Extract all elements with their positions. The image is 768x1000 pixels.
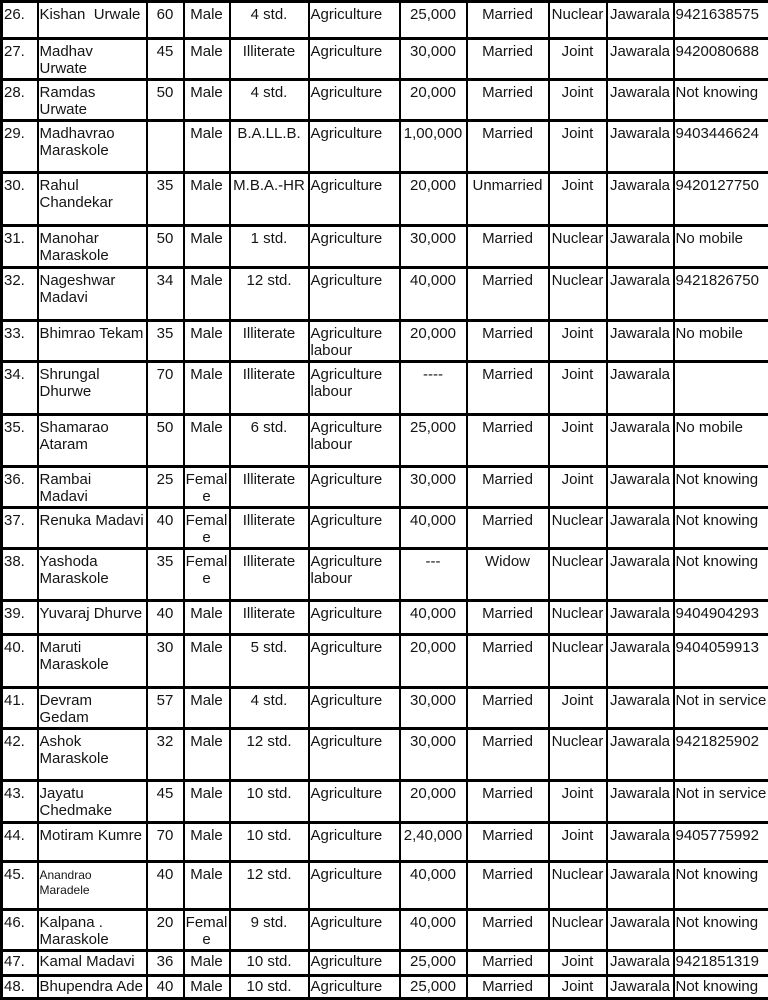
cell-village: Jawarala	[607, 781, 674, 822]
table-row	[2, 466, 768, 507]
cell-marital: Unmarried	[467, 173, 549, 226]
cell-occupation: Agriculture	[309, 822, 400, 861]
cell-name: Kishan Urwale	[38, 2, 147, 39]
cell-marital: Married	[467, 507, 549, 548]
cell-sr: 34.	[2, 361, 38, 414]
cell-gender: Female	[184, 909, 230, 950]
cell-sr: 44.	[2, 822, 38, 861]
cell-sr: 39.	[2, 601, 38, 635]
table-row	[2, 80, 768, 121]
cell-age: 50	[147, 80, 184, 121]
cell-mobile: 9420127750	[674, 173, 768, 226]
cell-village: Jawarala	[607, 80, 674, 121]
cell-occupation: Agriculture	[309, 781, 400, 822]
cell-name: Bhupendra Ade	[38, 975, 147, 998]
cell-sr: 36.	[2, 466, 38, 507]
cell-gender: Male	[184, 173, 230, 226]
table-row	[2, 361, 768, 414]
cell-occupation: Agriculture	[309, 635, 400, 688]
cell-age: 70	[147, 361, 184, 414]
cell-age: 25	[147, 466, 184, 507]
cell-family: Joint	[549, 781, 607, 822]
cell-name: Rambai Madavi	[38, 466, 147, 507]
cell-income: 1,00,000	[400, 121, 467, 173]
cell-mobile: Not knowing	[674, 975, 768, 998]
cell-village: Jawarala	[607, 121, 674, 173]
cell-name: Motiram Kumre	[38, 822, 147, 861]
cell-name: Kamal Madavi	[38, 950, 147, 975]
cell-age	[147, 121, 184, 173]
cell-sr: 45.	[2, 861, 38, 909]
cell-village: Jawarala	[607, 635, 674, 688]
cell-name: Madhavrao Maraskole	[38, 121, 147, 173]
table-row	[2, 549, 768, 601]
cell-village: Jawarala	[607, 267, 674, 320]
cell-marital: Married	[467, 2, 549, 39]
cell-education: 12 std.	[230, 861, 309, 909]
cell-income: ---	[400, 549, 467, 601]
table-row	[2, 121, 768, 173]
cell-sr: 29.	[2, 121, 38, 173]
cell-family: Nuclear	[549, 2, 607, 39]
cell-family: Nuclear	[549, 601, 607, 635]
cell-marital: Married	[467, 267, 549, 320]
cell-marital: Married	[467, 950, 549, 975]
table-row	[2, 414, 768, 466]
cell-village: Jawarala	[607, 173, 674, 226]
cell-mobile: No mobile	[674, 226, 768, 267]
cell-sr: 37.	[2, 507, 38, 548]
table-row	[2, 267, 768, 320]
cell-sr: 35.	[2, 414, 38, 466]
cell-education: 10 std.	[230, 781, 309, 822]
table-row	[2, 975, 768, 998]
cell-family: Joint	[549, 80, 607, 121]
cell-gender: Male	[184, 267, 230, 320]
table-body	[2, 2, 768, 999]
cell-age: 45	[147, 781, 184, 822]
cell-marital: Married	[467, 975, 549, 998]
cell-age: 45	[147, 39, 184, 80]
cell-mobile: Not in service	[674, 688, 768, 729]
cell-family: Nuclear	[549, 226, 607, 267]
cell-sr: 40.	[2, 635, 38, 688]
cell-occupation: Agriculture	[309, 688, 400, 729]
cell-name: Yashoda Maraskole	[38, 549, 147, 601]
table-row	[2, 226, 768, 267]
cell-mobile: 9421825902	[674, 729, 768, 781]
cell-village: Jawarala	[607, 950, 674, 975]
cell-education: Illiterate	[230, 601, 309, 635]
cell-name: Maruti Maraskole	[38, 635, 147, 688]
cell-family: Joint	[549, 39, 607, 80]
cell-gender: Male	[184, 361, 230, 414]
cell-gender: Male	[184, 781, 230, 822]
table-row	[2, 950, 768, 975]
cell-income: 25,000	[400, 2, 467, 39]
cell-sr: 32.	[2, 267, 38, 320]
cell-name: Bhimrao Tekam	[38, 320, 147, 361]
table-row	[2, 507, 768, 548]
cell-gender: Female	[184, 466, 230, 507]
cell-name: Jayatu Chedmake	[38, 781, 147, 822]
cell-marital: Married	[467, 320, 549, 361]
cell-sr: 31.	[2, 226, 38, 267]
cell-education: 4 std.	[230, 80, 309, 121]
cell-income: 20,000	[400, 80, 467, 121]
cell-mobile: 9404904293	[674, 601, 768, 635]
cell-name: Kalpana . Maraskole	[38, 909, 147, 950]
cell-village: Jawarala	[607, 39, 674, 80]
cell-income: 30,000	[400, 729, 467, 781]
cell-sr: 46.	[2, 909, 38, 950]
cell-family: Joint	[549, 361, 607, 414]
cell-family: Joint	[549, 121, 607, 173]
cell-mobile: Not in service	[674, 781, 768, 822]
cell-education: 12 std.	[230, 729, 309, 781]
cell-education: Illiterate	[230, 39, 309, 80]
cell-name: Yuvaraj Dhurve	[38, 601, 147, 635]
cell-age: 40	[147, 507, 184, 548]
cell-income: 25,000	[400, 975, 467, 998]
cell-village: Jawarala	[607, 320, 674, 361]
cell-family: Joint	[549, 320, 607, 361]
cell-age: 35	[147, 320, 184, 361]
cell-education: 1 std.	[230, 226, 309, 267]
cell-age: 30	[147, 635, 184, 688]
cell-sr: 28.	[2, 80, 38, 121]
cell-occupation: Agriculture	[309, 950, 400, 975]
cell-gender: Male	[184, 822, 230, 861]
cell-village: Jawarala	[607, 688, 674, 729]
cell-name: Manohar Maraskole	[38, 226, 147, 267]
cell-family: Joint	[549, 950, 607, 975]
cell-mobile: Not knowing	[674, 466, 768, 507]
cell-marital: Married	[467, 226, 549, 267]
cell-age: 40	[147, 601, 184, 635]
table-row	[2, 173, 768, 226]
cell-family: Nuclear	[549, 909, 607, 950]
cell-name: Madhav Urwate	[38, 39, 147, 80]
cell-sr: 42.	[2, 729, 38, 781]
cell-income: 20,000	[400, 173, 467, 226]
cell-gender: Male	[184, 320, 230, 361]
cell-education: 12 std.	[230, 267, 309, 320]
cell-marital: Married	[467, 80, 549, 121]
cell-mobile: No mobile	[674, 320, 768, 361]
cell-village: Jawarala	[607, 975, 674, 998]
table-row	[2, 2, 768, 39]
cell-gender: Male	[184, 861, 230, 909]
cell-marital: Married	[467, 466, 549, 507]
cell-gender: Male	[184, 975, 230, 998]
cell-family: Joint	[549, 414, 607, 466]
cell-village: Jawarala	[607, 414, 674, 466]
table-row	[2, 861, 768, 909]
cell-occupation: Agriculture	[309, 173, 400, 226]
cell-gender: Male	[184, 601, 230, 635]
cell-education: Illiterate	[230, 549, 309, 601]
cell-occupation: Agriculture	[309, 729, 400, 781]
cell-occupation: Agriculture labour	[309, 361, 400, 414]
cell-age: 60	[147, 2, 184, 39]
cell-gender: Male	[184, 226, 230, 267]
cell-marital: Married	[467, 909, 549, 950]
cell-family: Joint	[549, 173, 607, 226]
cell-education: Illiterate	[230, 361, 309, 414]
table-row	[2, 320, 768, 361]
cell-marital: Widow	[467, 549, 549, 601]
cell-family: Joint	[549, 975, 607, 998]
cell-occupation: Agriculture labour	[309, 320, 400, 361]
cell-occupation: Agriculture	[309, 267, 400, 320]
cell-age: 70	[147, 822, 184, 861]
cell-income: 40,000	[400, 861, 467, 909]
cell-sr: 47.	[2, 950, 38, 975]
cell-income: 30,000	[400, 466, 467, 507]
cell-marital: Married	[467, 601, 549, 635]
cell-marital: Married	[467, 414, 549, 466]
cell-income: 25,000	[400, 414, 467, 466]
cell-gender: Male	[184, 688, 230, 729]
cell-family: Nuclear	[549, 267, 607, 320]
cell-mobile: 9405775992	[674, 822, 768, 861]
cell-education: 4 std.	[230, 688, 309, 729]
table-row	[2, 909, 768, 950]
cell-age: 50	[147, 414, 184, 466]
cell-mobile: No mobile	[674, 414, 768, 466]
cell-occupation: Agriculture labour	[309, 549, 400, 601]
table-row	[2, 822, 768, 861]
cell-family: Nuclear	[549, 635, 607, 688]
cell-education: 6 std.	[230, 414, 309, 466]
cell-mobile: Not knowing	[674, 909, 768, 950]
cell-mobile: 9403446624	[674, 121, 768, 173]
cell-occupation: Agriculture	[309, 507, 400, 548]
cell-marital: Married	[467, 121, 549, 173]
cell-village: Jawarala	[607, 466, 674, 507]
cell-mobile	[674, 361, 768, 414]
cell-gender: Female	[184, 507, 230, 548]
cell-income: 25,000	[400, 950, 467, 975]
cell-age: 40	[147, 975, 184, 998]
cell-family: Joint	[549, 466, 607, 507]
cell-name: Nageshwar Madavi	[38, 267, 147, 320]
cell-name: Rahul Chandekar	[38, 173, 147, 226]
cell-sr: 30.	[2, 173, 38, 226]
cell-mobile: 9420080688	[674, 39, 768, 80]
cell-village: Jawarala	[607, 822, 674, 861]
cell-education: 10 std.	[230, 950, 309, 975]
cell-age: 20	[147, 909, 184, 950]
cell-mobile: Not knowing	[674, 507, 768, 548]
cell-age: 35	[147, 173, 184, 226]
cell-mobile: Not knowing	[674, 80, 768, 121]
cell-village: Jawarala	[607, 601, 674, 635]
cell-marital: Married	[467, 861, 549, 909]
cell-marital: Married	[467, 39, 549, 80]
cell-income: 20,000	[400, 320, 467, 361]
cell-age: 35	[147, 549, 184, 601]
cell-age: 34	[147, 267, 184, 320]
cell-mobile: 9421851319	[674, 950, 768, 975]
cell-name: Shrungal Dhurwe	[38, 361, 147, 414]
cell-income: ----	[400, 361, 467, 414]
cell-marital: Married	[467, 822, 549, 861]
cell-income: 40,000	[400, 507, 467, 548]
cell-occupation: Agriculture	[309, 39, 400, 80]
cell-name: Ramdas Urwate	[38, 80, 147, 121]
cell-village: Jawarala	[607, 909, 674, 950]
cell-occupation: Agriculture	[309, 975, 400, 998]
cell-village: Jawarala	[607, 507, 674, 548]
table-row	[2, 601, 768, 635]
cell-age: 36	[147, 950, 184, 975]
cell-village: Jawarala	[607, 729, 674, 781]
cell-village: Jawarala	[607, 226, 674, 267]
cell-occupation: Agriculture	[309, 466, 400, 507]
table-row	[2, 781, 768, 822]
cell-occupation: Agriculture	[309, 121, 400, 173]
cell-mobile: 9421638575	[674, 2, 768, 39]
cell-occupation: Agriculture	[309, 2, 400, 39]
cell-gender: Male	[184, 729, 230, 781]
cell-sr: 43.	[2, 781, 38, 822]
cell-gender: Male	[184, 39, 230, 80]
cell-mobile: Not knowing	[674, 861, 768, 909]
cell-gender: Male	[184, 121, 230, 173]
cell-income: 2,40,000	[400, 822, 467, 861]
cell-marital: Married	[467, 688, 549, 729]
cell-education: 4 std.	[230, 2, 309, 39]
cell-family: Joint	[549, 822, 607, 861]
cell-occupation: Agriculture	[309, 909, 400, 950]
table-row	[2, 39, 768, 80]
cell-income: 20,000	[400, 635, 467, 688]
cell-family: Nuclear	[549, 549, 607, 601]
table-row	[2, 688, 768, 729]
cell-family: Joint	[549, 688, 607, 729]
cell-education: Illiterate	[230, 320, 309, 361]
cell-gender: Male	[184, 2, 230, 39]
cell-village: Jawarala	[607, 361, 674, 414]
cell-income: 30,000	[400, 688, 467, 729]
cell-occupation: Agriculture	[309, 226, 400, 267]
cell-name: Anandrao Maradele	[38, 861, 147, 909]
cell-village: Jawarala	[607, 2, 674, 39]
cell-sr: 27.	[2, 39, 38, 80]
cell-name: Renuka Madavi	[38, 507, 147, 548]
cell-education: Illiterate	[230, 466, 309, 507]
cell-mobile: 9421826750	[674, 267, 768, 320]
cell-sr: 26.	[2, 2, 38, 39]
cell-family: Nuclear	[549, 861, 607, 909]
cell-mobile: Not knowing	[674, 549, 768, 601]
cell-age: 50	[147, 226, 184, 267]
cell-marital: Married	[467, 361, 549, 414]
cell-education: 9 std.	[230, 909, 309, 950]
cell-income: 40,000	[400, 601, 467, 635]
cell-education: 10 std.	[230, 822, 309, 861]
cell-sr: 38.	[2, 549, 38, 601]
cell-family: Nuclear	[549, 729, 607, 781]
table-row	[2, 635, 768, 688]
cell-occupation: Agriculture labour	[309, 414, 400, 466]
cell-marital: Married	[467, 635, 549, 688]
cell-mobile: 9404059913	[674, 635, 768, 688]
cell-marital: Married	[467, 781, 549, 822]
cell-education: M.B.A.-HR	[230, 173, 309, 226]
cell-income: 30,000	[400, 226, 467, 267]
cell-marital: Married	[467, 729, 549, 781]
cell-occupation: Agriculture	[309, 80, 400, 121]
cell-village: Jawarala	[607, 861, 674, 909]
cell-age: 57	[147, 688, 184, 729]
cell-education: B.A.LL.B.	[230, 121, 309, 173]
cell-income: 30,000	[400, 39, 467, 80]
cell-education: 5 std.	[230, 635, 309, 688]
cell-income: 20,000	[400, 781, 467, 822]
cell-income: 40,000	[400, 909, 467, 950]
cell-gender: Male	[184, 635, 230, 688]
cell-occupation: Agriculture	[309, 601, 400, 635]
cell-name: Shamarao Ataram	[38, 414, 147, 466]
cell-age: 32	[147, 729, 184, 781]
cell-age: 40	[147, 861, 184, 909]
cell-occupation: Agriculture	[309, 861, 400, 909]
cell-gender: Male	[184, 80, 230, 121]
cell-income: 40,000	[400, 267, 467, 320]
cell-gender: Female	[184, 549, 230, 601]
cell-sr: 41.	[2, 688, 38, 729]
cell-village: Jawarala	[607, 549, 674, 601]
cell-family: Nuclear	[549, 507, 607, 548]
cell-name: Devram Gedam	[38, 688, 147, 729]
cell-gender: Male	[184, 950, 230, 975]
cell-education: 10 std.	[230, 975, 309, 998]
cell-name: Ashok Maraskole	[38, 729, 147, 781]
cell-sr: 33.	[2, 320, 38, 361]
table-row	[2, 729, 768, 781]
cell-gender: Male	[184, 414, 230, 466]
cell-education: Illiterate	[230, 507, 309, 548]
cell-sr: 48.	[2, 975, 38, 998]
